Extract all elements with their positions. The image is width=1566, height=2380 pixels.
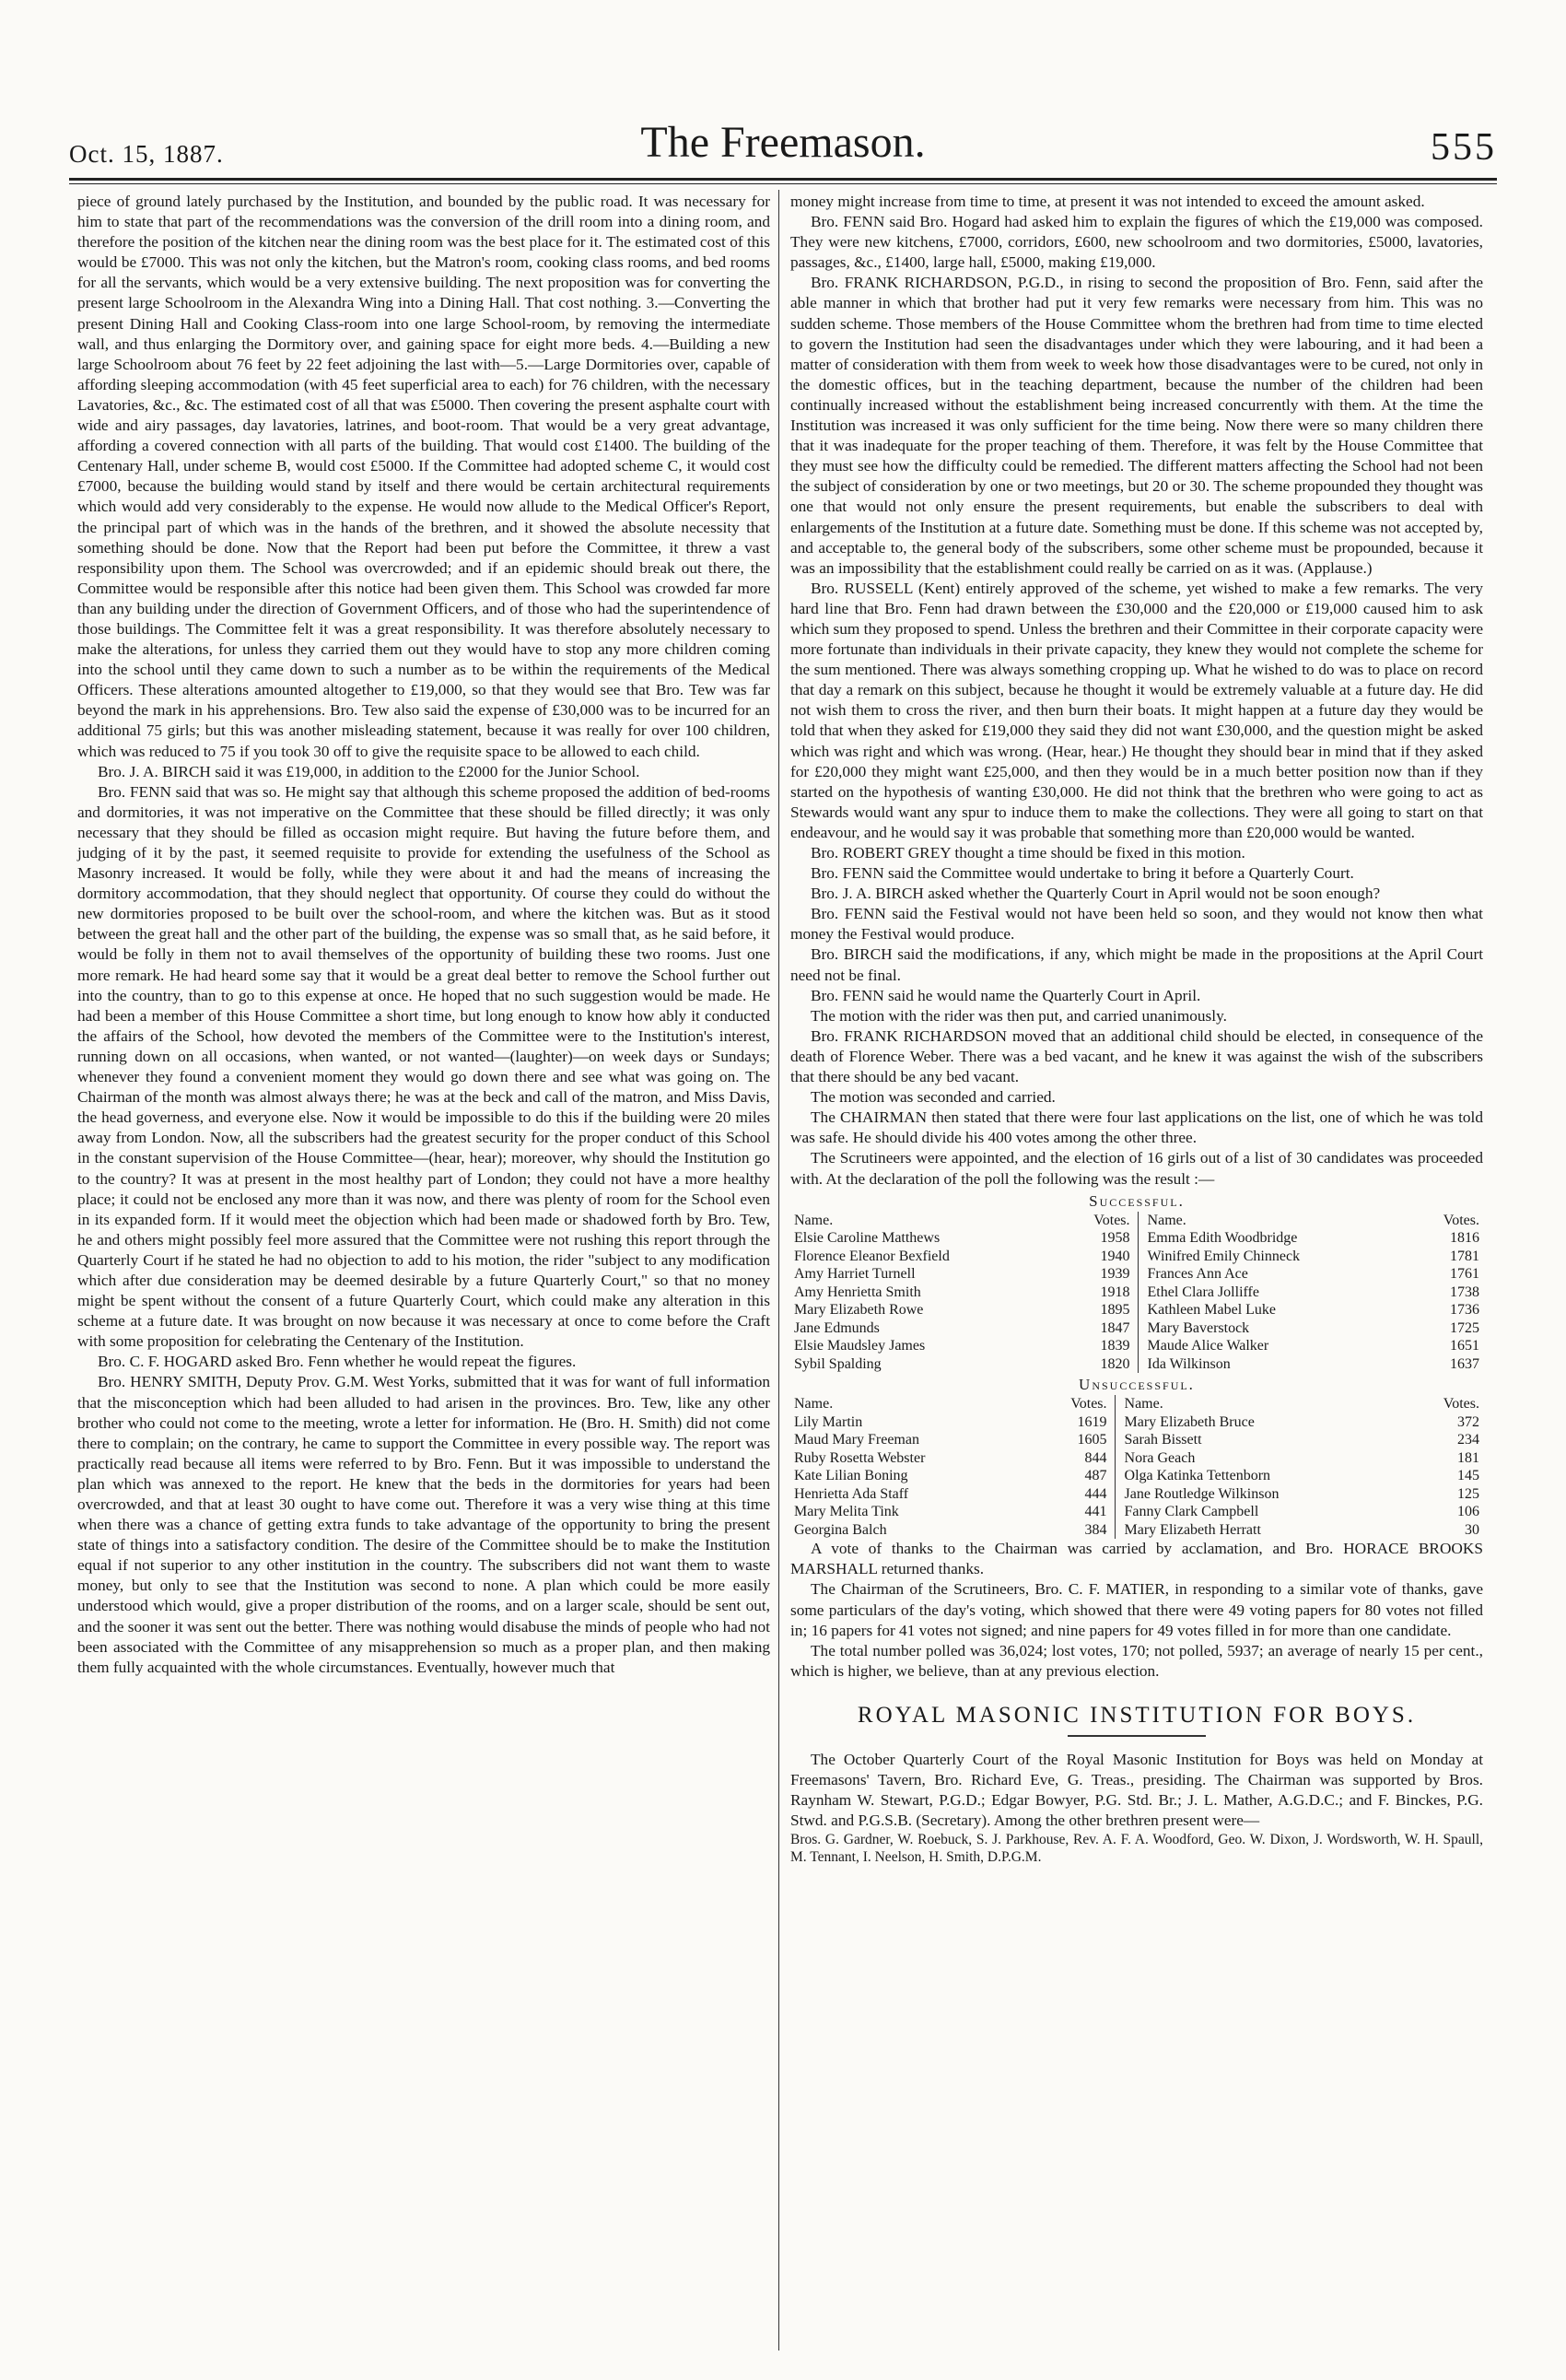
paragraph: Bro. FENN said Bro. Hogard had asked him to explain the figures of which the £19,000 was composed. They were new kitchens, £7000, corridors, £600, new schoolroom and two dormitories, £5000, lavatories, passages, &c., £1400, large hall, £5000, making £19,000. bbox=[790, 213, 1483, 272]
votes-header: Votes. bbox=[1059, 1212, 1138, 1230]
candidate-votes: 441 bbox=[1032, 1503, 1115, 1521]
paragraph: Bro. FENN said the Festival would not have been held so soon, and they would not know then what money the Festival would produce. bbox=[790, 905, 1483, 944]
candidate-name: Mary Melita Tink bbox=[794, 1504, 899, 1520]
successful-table bbox=[790, 1212, 1483, 1374]
candidate-name: Sybil Spalding bbox=[794, 1355, 882, 1372]
table-row bbox=[790, 1337, 1483, 1355]
table-row bbox=[790, 1301, 1483, 1319]
candidate-votes: 1619 bbox=[1032, 1413, 1115, 1432]
candidate-name: Ethel Clara Jolliffe bbox=[1147, 1284, 1259, 1300]
candidate-name: Ruby Rosetta Webster bbox=[794, 1449, 926, 1466]
candidate-votes: 106 bbox=[1457, 1504, 1479, 1520]
section-heading: ROYAL MASONIC INSTITUTION FOR BOYS. bbox=[857, 1702, 1417, 1728]
section-rule bbox=[1068, 1735, 1206, 1737]
candidate-name: Ida Wilkinson bbox=[1147, 1355, 1231, 1372]
candidate-name: Lily Martin bbox=[794, 1413, 863, 1430]
table-row bbox=[790, 1521, 1483, 1540]
candidate-votes: 1738 bbox=[1450, 1284, 1479, 1300]
table-row bbox=[790, 1467, 1483, 1485]
name-header: Name. bbox=[1147, 1212, 1186, 1228]
candidate-votes: 30 bbox=[1465, 1521, 1479, 1538]
candidate-name: Mary Elizabeth Bruce bbox=[1124, 1413, 1255, 1430]
candidate-votes: 1847 bbox=[1059, 1319, 1138, 1338]
candidate-votes: 1939 bbox=[1059, 1265, 1138, 1284]
candidate-votes: 1605 bbox=[1032, 1431, 1115, 1449]
attendee-list: Bros. G. Gardner, W. Roebuck, S. J. Parkhouse, Rev. A. F. A. Woodford, Geo. W. Dixon, J. Wordsworth, W. H. Spaull, M. Tennant, I. Neelson, H. Smith, D.P.G.M. bbox=[790, 1832, 1483, 1866]
candidate-votes: 1940 bbox=[1059, 1248, 1138, 1266]
candidate-votes: 145 bbox=[1457, 1468, 1479, 1484]
newspaper-title: The Freemason. bbox=[640, 118, 926, 167]
name-header: Name. bbox=[794, 1212, 834, 1228]
votes-header: Votes. bbox=[1443, 1396, 1479, 1413]
unsuccessful-heading: Unsuccessful. bbox=[1079, 1376, 1195, 1394]
candidate-votes: 1637 bbox=[1450, 1355, 1479, 1372]
candidate-votes: 181 bbox=[1457, 1449, 1479, 1466]
candidate-name: Henrietta Ada Staff bbox=[794, 1485, 909, 1502]
paragraph: piece of ground lately purchased by the Institution, and bounded by the public road. It was necessary for him to state that part of the recommendations was the conversion of the drill room into a dining room, and therefore the position of the kitchen near the dining room was the best place for it. The estimated cost of this would be £7000. This was not only the kitchen, but the Matron's room, cooking class rooms, and bed rooms for all the servants, which would be a very extensive building. The next proposition was for converting the present large Schoolroom in the Alexandra Wing into a Dining Hall. That cost nothing. 3.—Converting the present Dining Hall and Cooking Class-room into one large School-room, by removing the intermediate wall, and thus enlarging the Dormitory over, and gaining space for eight more beds. 4.—Building a new large Schoolroom about 76 feet by 22 feet adjoining the last with—5.—Large Dormitories over, capable of affording sleeping accommodation (with 45 feet superficial area to each) for 76 children, with the necessary Lavatories, &c., &c. The estimated cost of all that was £5000. Then covering the present asphalte court with wide and airy passages, day lavatories, latrines, and boot-room. That would be a very great advantage, affording a covered connection with all parts of the building. That would cost £1400. The building of the Centenary Hall, under scheme B, would cost £5000. If the Committee had adopted scheme C, it would cost £7000, because the building would stand by itself and there would be certain architectural requirements which would add very considerably to the expense. He would now allude to the Medical Officer's Report, the principal part of which was in the hands of the brethren, and it showed the absolute necessity that something should be done. Now that the Report had been put before the Committee, it threw a vast responsibility upon them. The School was overcrowded; and if an epidemic should break out there, the Committee would be responsible after this notice had been given them. This School was crowded far more than any building under the direction of Government Officers, and of those who had the superintendence of those buildings. The Committee felt it was a great responsibility. It was therefore absolutely necessary to make the alterations, for unless they carried them out they would have to stop any more children coming into the school until they came down to such a number as to be within the requirements of the Medical Officers. These alterations amounted altogether to £19,000, so that they would see that Bro. Tew was far beyond the mark in his apprehensions. Bro. Tew also said the expense of £30,000 was to be incurred for an additional 75 girls; but this was another misleading statement, because it was really for over 100 children, which was reduced to 75 if you took 30 off to give the requisite space to be allowed to each child. bbox=[77, 193, 770, 760]
paragraph: Bro. J. A. BIRCH said it was £19,000, in addition to the £2000 for the Junior School. bbox=[98, 762, 640, 780]
paragraph: Bro. FENN said the Committee would undertake to bring it before a Quarterly Court. bbox=[811, 864, 1354, 883]
candidate-name: Mary Elizabeth Rowe bbox=[794, 1302, 924, 1319]
paragraph: A vote of thanks to the Chairman was carried by acclamation, and Bro. HORACE BROOKS MARSHALL returned thanks. bbox=[790, 1540, 1483, 1578]
paragraph: The total number polled was 36,024; lost votes, 170; not polled, 5937; an average of nearly 15 per cent., which is higher, we believe, than at any previous election. bbox=[790, 1641, 1483, 1680]
paragraph: Bro. J. A. BIRCH asked whether the Quarterly Court in April would not be soon enough? bbox=[811, 885, 1381, 903]
table-row bbox=[790, 1503, 1483, 1521]
candidate-votes: 1839 bbox=[1059, 1337, 1138, 1355]
candidate-name: Maud Mary Freeman bbox=[794, 1432, 919, 1448]
paragraph: Bro. FRANK RICHARDSON, P.G.D., in rising to second the proposition of Bro. Fenn, said after the able manner in which that brother had put it very few remarks were necessary from him. This was no sudden scheme. Those members of the House Committee whom the brethren had from time to time elected to govern the Institution had seen the disadvantages under which they were labouring, and it had been a matter of consideration with them from week to week how those disadvantages were to be cured, not only in the domestic offices, but in the teaching department, because the number of the children had been continually increased without the establishment being increased concurrently with them. At the time the Institution was increased it was only sufficient for the time being. Now there were so many children there that it was inadequate for the proper teaching of them. Therefore, it was felt by the House Committee that they must see how the difficulty could be remedied. The different matters affecting the School had not been the subject of consideration by one or two meetings, but 20 or 30. The scheme propounded they thought was one that would not only ensure the present requirements, but enable the subscribers to deal with enlargements of the Institution at a future date. Something must be done. If this scheme was not accepted by, and acceptable to, the general body of the subscribers, some other scheme must be propounded, because it was an impossibility that the establishment could really be carried on as it was. (Applause.) bbox=[790, 274, 1483, 577]
paragraph: The motion with the rider was then put, and carried unanimously. bbox=[811, 1006, 1227, 1025]
candidate-votes: 125 bbox=[1457, 1485, 1479, 1502]
paragraph: The October Quarterly Court of the Royal Masonic Institution for Boys was held on Monday at Freemasons' Tavern, Bro. Richard Eve, G. Treas., presiding. The Chairman was supported by Bros. Raynham W. Stewart, P.G.D.; Edgar Bowyer, P.G. Std. Br.; J. L. Mather, A.G.D.C.; and F. Binckes, P.G. Stwd. and P.G.S.B. (Secretary). Among the other brethren present were— bbox=[790, 1751, 1483, 1830]
table-row bbox=[790, 1248, 1483, 1266]
table-row bbox=[790, 1485, 1483, 1504]
page-number: 555 bbox=[1431, 126, 1497, 169]
table-header-row bbox=[790, 1212, 1483, 1230]
candidate-name: Emma Edith Woodbridge bbox=[1147, 1230, 1298, 1247]
candidate-votes: 1725 bbox=[1450, 1319, 1479, 1336]
masthead-rule-thin bbox=[69, 183, 1497, 184]
candidate-votes: 234 bbox=[1457, 1432, 1479, 1448]
candidate-votes: 844 bbox=[1032, 1449, 1115, 1468]
candidate-name: Jane Routledge Wilkinson bbox=[1124, 1485, 1280, 1502]
votes-header: Votes. bbox=[1032, 1395, 1115, 1413]
paragraph: The Scrutineers were appointed, and the election of 16 girls out of a list of 30 candidates was proceeded with. At the declaration of the poll the following was the result :— bbox=[790, 1149, 1483, 1188]
candidate-votes: 1918 bbox=[1059, 1284, 1138, 1302]
candidate-votes: 384 bbox=[1032, 1521, 1115, 1540]
candidate-votes: 1895 bbox=[1059, 1301, 1138, 1319]
candidate-name: Amy Henrietta Smith bbox=[794, 1284, 921, 1300]
candidate-votes: 1820 bbox=[1059, 1355, 1138, 1374]
column-divider bbox=[778, 190, 779, 2351]
table-row bbox=[790, 1355, 1483, 1374]
paragraph: Bro. FENN said that was so. He might say that although this scheme proposed the addition of bed-rooms and dormitories, it was not imperative on the Committee that these should be filled directly; it was only necessary that they should be filled as occasion might require. But having the future before them, and judging of it by the past, it seemed requisite to provide for extending the usefulness of the School as Masonry increased. It would be folly, while they were about it and had the means of increasing the dormitory accommodation, that they should neglect that opportunity. Of course they could do without the new dormitories proposed to be built over the school-room, and where the kitchen was. But as it stood between the great hall and the other part of the building, the expense was so small that, as he said before, it would be folly in them not to avail themselves of the opportunity of building these two rooms. Just one more remark. He had heard some say that it would be a great deal better to remove the School further out into the country, than to go to this expense at once. He hoped that no such suggestion would be made. He had been a member of this House Committee a short time, but long enough to know how ably it conducted the affairs of the School, how devoted the members of the Committee were to the Institution's interest, running down on all occasions, when wanted, or not wanted—(laughter)—on week days or Sundays; whenever they found a convenient moment they would go down there and see what was going on. The Chairman of the month was almost always there; he was at the beck and call of the matron, and Miss Davis, the head governess, and everyone else. Now it would be impossible to do this if the building were 20 miles away from London. Now, all the subscribers had the greatest security for the proper conduct of this School in the constant supervision of the House Committee—(hear, hear); moreover, why should the Institution go to the country? It was at present in the most healthy part of London; they could not have a more healthy place; it could not be enclosed any more than it was now, and there was plenty of room for the School even in its expanded form. If it would meet the objection which had been made or shadowed forth by Bro. Tew, he and others might possibly feel more assured that the Committee were not rushing this report through the Quarterly Court if he stated he had no objection to add to his motion, the rider "subject to any modification which after due consideration may be deemed desirable by a future Quarterly Court," so that no money might be spent without the consent of a future Quarterly Court, which could make any alteration in this scheme at a future date. It was brought on now because it was necessary at once to come before the Craft with some proposition for celebrating the Centenary of the Institution. bbox=[77, 782, 770, 1351]
candidate-name: Fanny Clark Campbell bbox=[1124, 1504, 1259, 1520]
candidate-votes: 444 bbox=[1032, 1485, 1115, 1504]
paragraph: Bro. BIRCH said the modifications, if any, which might be made in the propositions at the April Court need not be final. bbox=[790, 945, 1483, 984]
paragraph: Bro. C. F. HOGARD asked Bro. Fenn whether he would repeat the figures. bbox=[98, 1353, 577, 1371]
left-column bbox=[77, 192, 770, 1678]
candidate-votes: 372 bbox=[1457, 1413, 1479, 1430]
candidate-name: Elsie Caroline Matthews bbox=[794, 1230, 941, 1247]
unsuccessful-table bbox=[790, 1395, 1483, 1539]
paragraph: Bro. RUSSELL (Kent) entirely approved of the scheme, yet wished to make a few remarks. The very hard line that Bro. Fenn had drawn between the £30,000 and the £20,000 or £19,000 caused him to ask which sum they proposed to spend. Unless the brethren and their Committee in their corporate capacity were more fortunate than individuals in their private capacity, they knew they would not complete the scheme for the sum mentioned. There was always something cropping up. What he wished to do was to place on record that day a remark on this subject, because he thought it would be extremely valuable at a future day. He did not wish them to cross the river, and then burn their boats. It might happen at a future day they would be told that when they asked for £19,000 they said they did not want £30,000, and the question might be asked which was right and which was wrong. (Hear, hear.) He thought they should bear in mind that if they asked for £20,000 they might want £25,000, and then they would be in a much better position now than if they started on the hypothesis of wanting £30,000. He did not think that the brethren who were going to act as Stewards would want any spur to induce them to make the collections. They were all going to start on that endeavour, and he would say it was probable that something more than £20,000 would be wanted. bbox=[790, 579, 1483, 841]
name-header: Name. bbox=[794, 1396, 834, 1413]
candidate-votes: 1651 bbox=[1450, 1338, 1479, 1354]
paragraph: Bro. FRANK RICHARDSON moved that an additional child should be elected, in consequence of the death of Florence Weber. There was a bed vacant, and he knew it was against the wish of the subscribers that there should be any bed vacant. bbox=[790, 1026, 1483, 1086]
table-row bbox=[790, 1319, 1483, 1338]
table-row bbox=[790, 1431, 1483, 1449]
candidate-name: Maude Alice Walker bbox=[1147, 1338, 1269, 1354]
paragraph: Bro. FENN said he would name the Quarterly Court in April. bbox=[811, 986, 1201, 1004]
paragraph: Bro. ROBERT GREY thought a time should be fixed in this motion. bbox=[811, 844, 1245, 862]
candidate-name: Frances Ann Ace bbox=[1147, 1266, 1248, 1283]
candidate-name: Amy Harriet Turnell bbox=[794, 1266, 916, 1283]
masthead bbox=[69, 112, 1497, 177]
candidate-votes: 1761 bbox=[1450, 1266, 1479, 1283]
votes-header: Votes. bbox=[1443, 1212, 1479, 1228]
candidate-name: Mary Baverstock bbox=[1147, 1319, 1250, 1336]
paragraph: The motion was seconded and carried. bbox=[811, 1088, 1056, 1107]
candidate-name: Jane Edmunds bbox=[794, 1319, 880, 1336]
table-header-row bbox=[790, 1395, 1483, 1413]
candidate-name: Florence Eleanor Bexfield bbox=[794, 1248, 950, 1264]
candidate-name: Sarah Bissett bbox=[1124, 1432, 1202, 1448]
paragraph: The CHAIRMAN then stated that there were four last applications on the list, one of which he was told was safe. He should divide his 400 votes among the other three. bbox=[790, 1108, 1483, 1147]
issue-date: Oct. 15, 1887. bbox=[69, 140, 224, 168]
successful-heading: Successful. bbox=[1089, 1191, 1185, 1210]
masthead-rule bbox=[69, 178, 1497, 181]
candidate-votes: 1736 bbox=[1450, 1302, 1479, 1319]
candidate-name: Olga Katinka Tettenborn bbox=[1124, 1468, 1271, 1484]
name-header: Name. bbox=[1124, 1396, 1163, 1413]
table-row bbox=[790, 1413, 1483, 1432]
candidate-name: Nora Geach bbox=[1124, 1449, 1196, 1466]
candidate-name: Kate Lilian Boning bbox=[794, 1468, 908, 1484]
candidate-name: Elsie Maudsley James bbox=[794, 1338, 926, 1354]
right-column bbox=[790, 192, 1483, 1866]
table-row bbox=[790, 1229, 1483, 1248]
candidate-name: Mary Elizabeth Herratt bbox=[1124, 1521, 1261, 1538]
table-row bbox=[790, 1265, 1483, 1284]
candidate-name: Winifred Emily Chinneck bbox=[1147, 1248, 1301, 1264]
candidate-votes: 1816 bbox=[1450, 1230, 1479, 1247]
candidate-votes: 1958 bbox=[1059, 1229, 1138, 1248]
candidate-name: Kathleen Mabel Luke bbox=[1147, 1302, 1277, 1319]
table-row bbox=[790, 1284, 1483, 1302]
table-row bbox=[790, 1449, 1483, 1468]
paragraph: Bro. HENRY SMITH, Deputy Prov. G.M. West Yorks, submitted that it was for want of full information that the misconception which had been alluded to had arisen in the provinces. Bro. Tew, like any other brother who could not come to the meeting, wrote a letter for information. He (Bro. H. Smith) did not come there to complain; on the contrary, he came to support the Committee in every possible way. The report was practically read because all items were referred to by Bro. Fenn. But it was impossible to understand the plan which was annexed to the report. He knew that the beds in the dormitories for years had been overcrowded, and that at least 30 ought to have come out. Therefore it was a very wise thing at this time when there was a chance of getting extra funds to take advantage of the opportunity to bring the present state of things into a satisfactory condition. The desire of the Committee should be to make the Institution equal if not superior to any other institution in the country. The subscribers did not want them to waste money, but only to see that the Institution was second to none. A plan which could be more easily understood which would, give a proper distribution of the rooms, and on a larger scale, should be sent out, and the sooner it was sent out the better. There was nothing would disabuse the minds of people who had not been associated with the Committee of any misapprehension so much as a proper plan, and then making them fully acquainted with the whole circumstances. Eventually, however much that bbox=[77, 1373, 770, 1676]
candidate-votes: 487 bbox=[1032, 1467, 1115, 1485]
paragraph: The Chairman of the Scrutineers, Bro. C. F. MATIER, in responding to a similar vote of thanks, gave some particulars of the day's voting, which showed that there were 49 voting papers for 80 votes not filled in; 16 papers for 41 votes not signed; and nine papers for 49 votes filled in for more than one candidate. bbox=[790, 1580, 1483, 1639]
candidate-votes: 1781 bbox=[1450, 1248, 1479, 1264]
paragraph: money might increase from time to time, at present it was not intended to exceed the amount asked. bbox=[790, 193, 1425, 210]
candidate-name: Georgina Balch bbox=[794, 1521, 887, 1538]
